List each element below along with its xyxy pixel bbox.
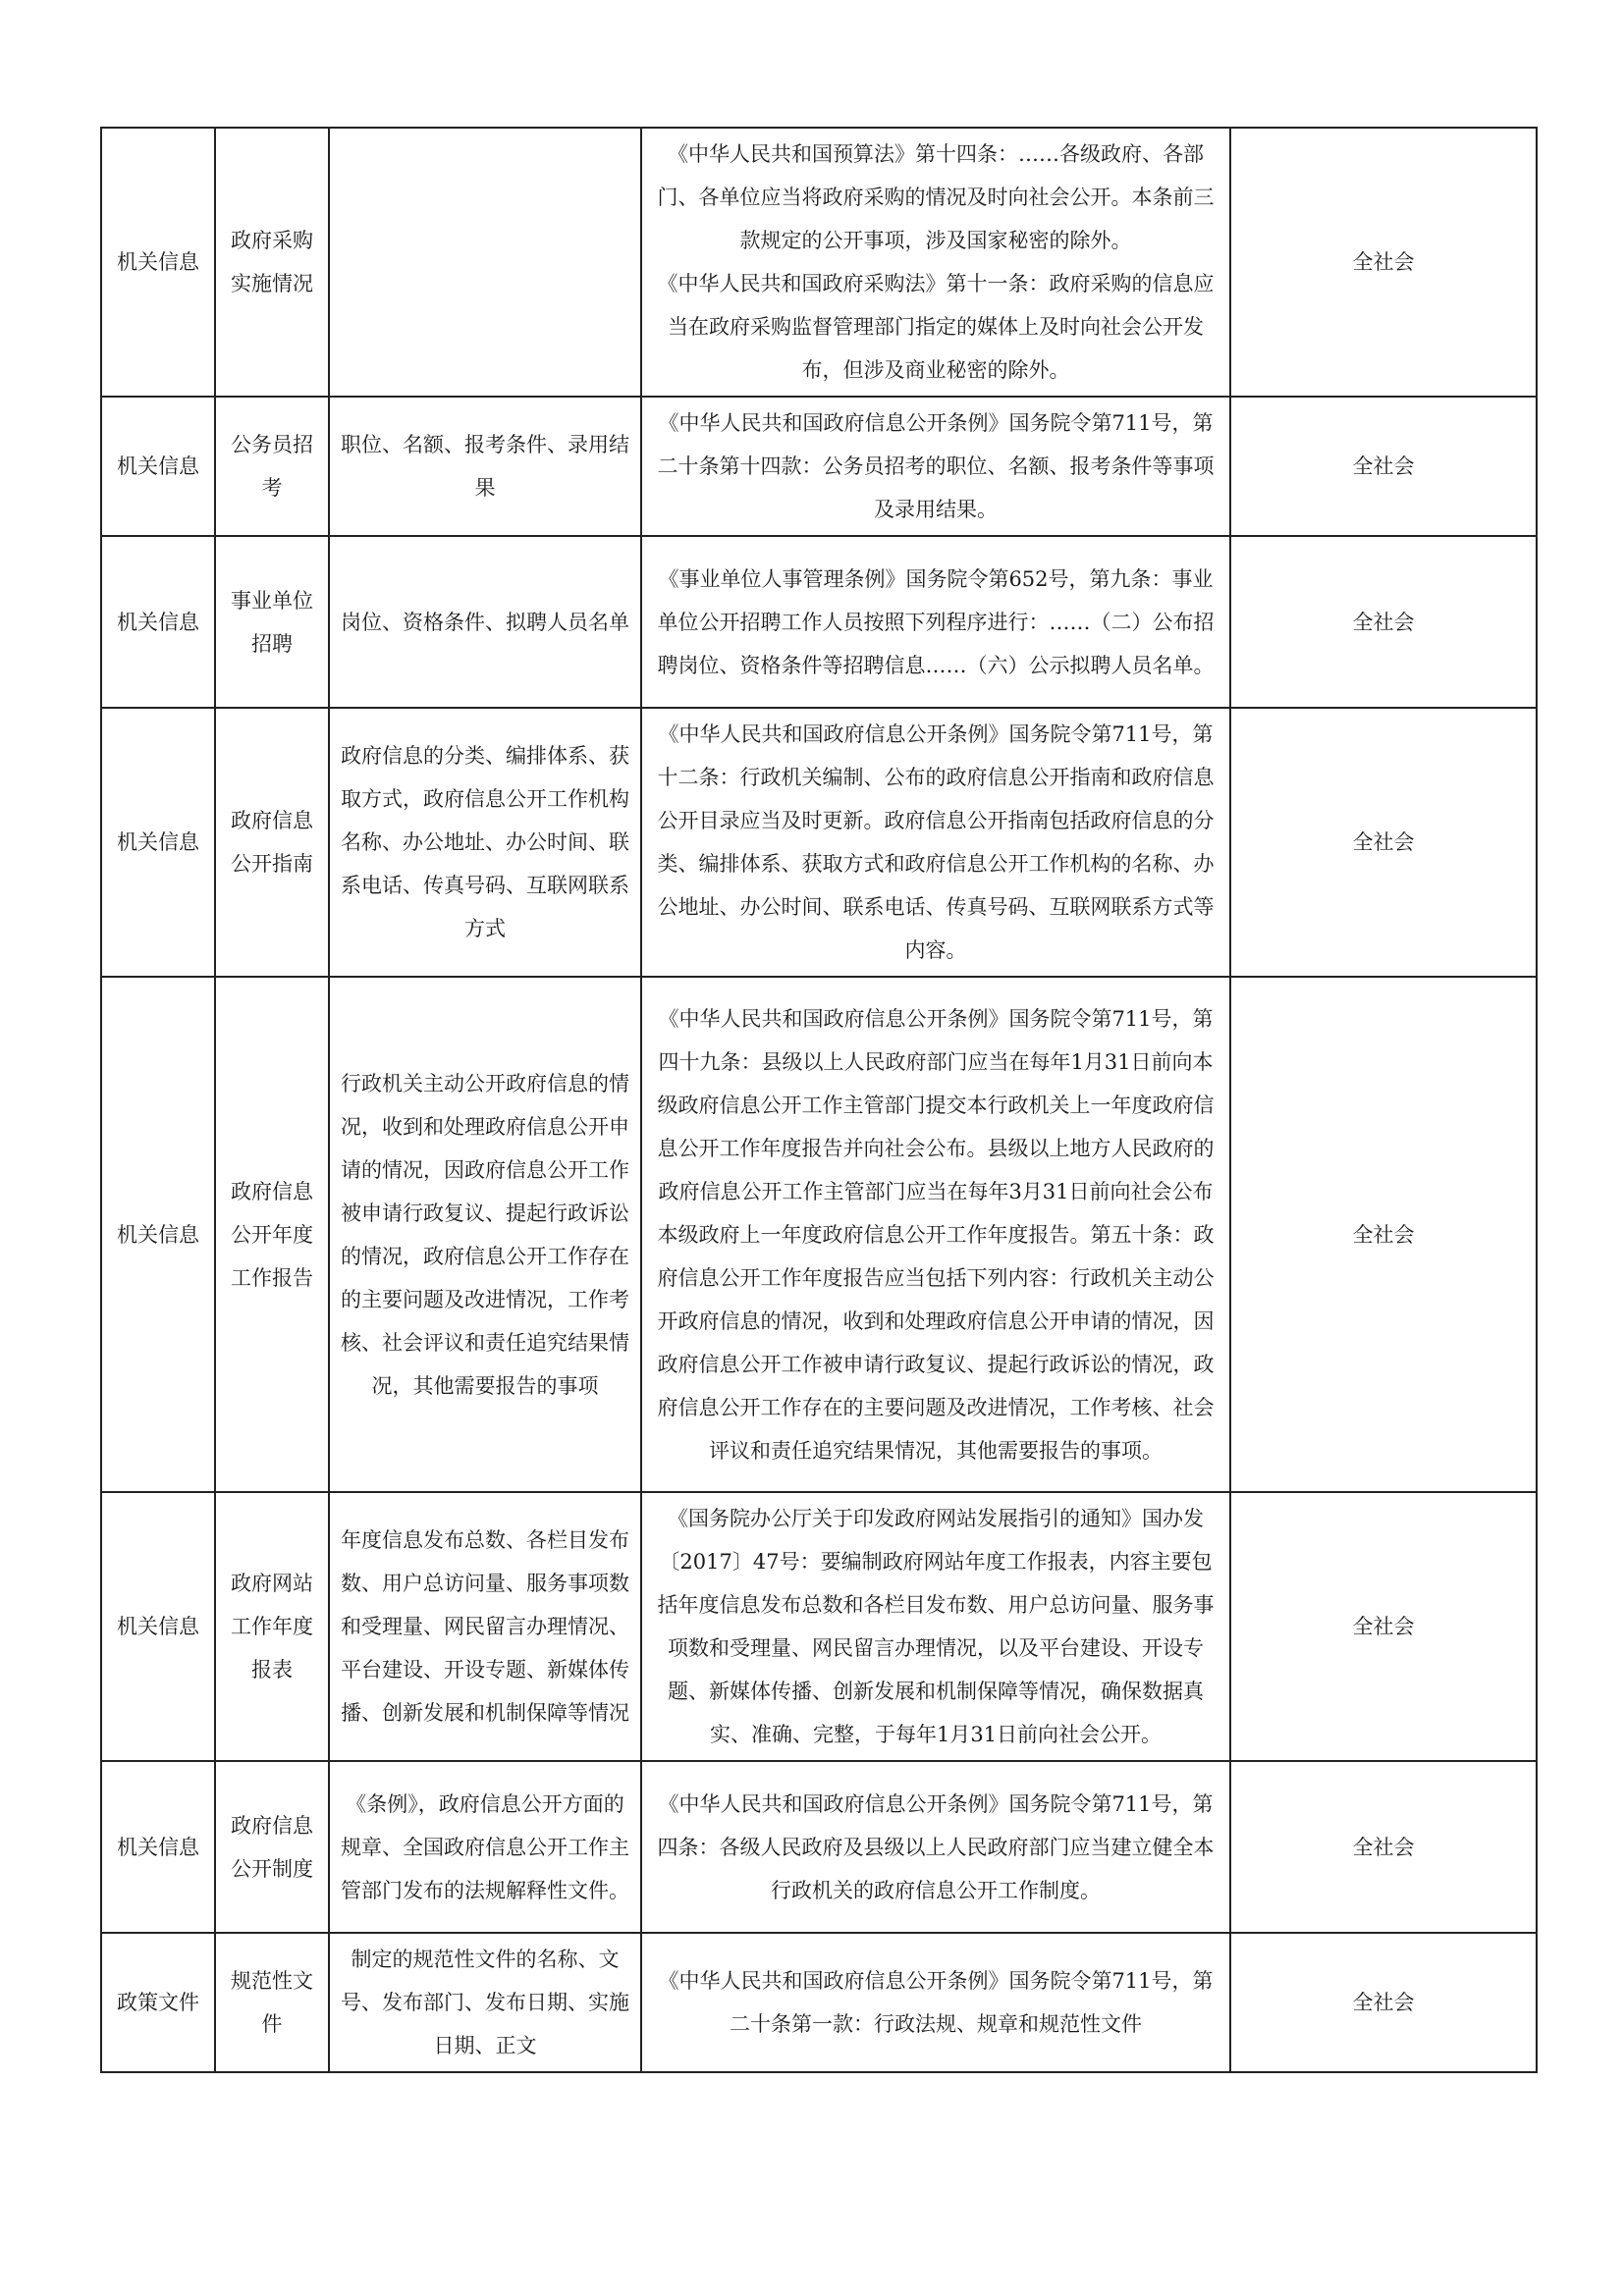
category-cell: 机关信息: [101, 128, 215, 397]
subcategory-cell: 规范性文件: [215, 1933, 329, 2072]
table-row: [101, 536, 1537, 708]
content-cell: 职位、名额、报考条件、录用结果: [329, 397, 641, 536]
subcategory-cell: 公务员招考: [215, 397, 329, 536]
category-cell: 机关信息: [101, 1761, 215, 1933]
subcategory-cell: 政府信息公开年度工作报告: [215, 977, 329, 1492]
legal-basis-text: 《国务院办公厅关于印发政府网站发展指引的通知》国办发〔2017〕47号：要编制政府网站年度工作报表，内容主要包括年度信息发布总数和各栏目发布数、用户总访问量、服务事项数和受理量、网民留言办理情况，以及平台建设、开设专题、新媒体传播、创新发展和机制保障等情况，确保数据真实、准确、完整，于每年1月31日前向社会公开。: [657, 1507, 1215, 1746]
table-row: [101, 708, 1537, 977]
category-cell: 政策文件: [101, 1933, 215, 2072]
scope-cell: 全社会: [1230, 708, 1537, 977]
legal-basis-text: 《中华人民共和国预算法》第十四条：……各级政府、各部门、各单位应当将政府采购的情况及时向社会公开。本条前三款规定的公开事项，涉及国家秘密的除外。: [657, 142, 1215, 252]
category-cell: 机关信息: [101, 1492, 215, 1761]
legal-basis-cell: [641, 1492, 1230, 1761]
legal-basis-cell: [641, 536, 1230, 708]
table-row: [101, 1933, 1537, 2072]
legal-basis-cell: [641, 977, 1230, 1492]
table-row: [101, 1492, 1537, 1761]
scope-cell: 全社会: [1230, 397, 1537, 536]
legal-basis-text: 《中华人民共和国政府信息公开条例》国务院令第711号，第十二条：行政机关编制、公布的政府信息公开指南和政府信息公开目录应当及时更新。政府信息公开指南包括政府信息的分类、编排体系、获取方式和政府信息公开工作机构的名称、办公地址、办公时间、联系电话、传真号码、互联网联系方式等内容。: [657, 722, 1215, 962]
subcategory-cell: 政府网站工作年度报表: [215, 1492, 329, 1761]
table-row: [101, 1761, 1537, 1933]
table-row: [101, 397, 1537, 536]
scope-cell: 全社会: [1230, 1933, 1537, 2072]
scope-cell: 全社会: [1230, 128, 1537, 397]
table-body: [101, 128, 1537, 2072]
legal-basis-text: 《中华人民共和国政府采购法》第十一条：政府采购的信息应当在政府采购监督管理部门指定的媒体上及时向社会公开发布，但涉及商业秘密的除外。: [657, 272, 1215, 382]
table-row: [101, 977, 1537, 1492]
category-cell: 机关信息: [101, 977, 215, 1492]
content-cell: 年度信息发布总数、各栏目发布数、用户总访问量、服务事项数和受理量、网民留言办理情况、平台建设、开设专题、新媒体传播、创新发展和机制保障等情况: [329, 1492, 641, 1761]
category-cell: 机关信息: [101, 708, 215, 977]
scope-cell: 全社会: [1230, 536, 1537, 708]
content-cell: 制定的规范性文件的名称、文号、发布部门、发布日期、实施日期、正文: [329, 1933, 641, 2072]
subcategory-cell: 事业单位招聘: [215, 536, 329, 708]
scope-cell: 全社会: [1230, 977, 1537, 1492]
content-cell: 《条例》，政府信息公开方面的规章、全国政府信息公开工作主管部门发布的法规解释性文件。: [329, 1761, 641, 1933]
legal-basis-cell: [641, 708, 1230, 977]
category-cell: 机关信息: [101, 536, 215, 708]
disclosure-table: [100, 127, 1538, 2073]
legal-basis-text: 《中华人民共和国政府信息公开条例》国务院令第711号，第四条：各级人民政府及县级以上人民政府部门应当建立健全本行政机关的政府信息公开工作制度。: [657, 1791, 1215, 1902]
legal-basis-text: 《事业单位人事管理条例》国务院令第652号，第九条：事业单位公开招聘工作人员按照下列程序进行：……（二）公布招聘岗位、资格条件等招聘信息……（六）公示拟聘人员名单。: [657, 566, 1215, 677]
table-row: [101, 128, 1537, 397]
content-cell: 政府信息的分类、编排体系、获取方式，政府信息公开工作机构名称、办公地址、办公时间、联系电话、传真号码、互联网联系方式: [329, 708, 641, 977]
legal-basis-text: 《中华人民共和国政府信息公开条例》国务院令第711号，第四十九条：县级以上人民政府部门应当在每年1月31日前向本级政府信息公开工作主管部门提交本行政机关上一年度政府信息公开工作年度报告并向社会公布。县级以上地方人民政府的政府信息公开工作主管部门应当在每年3月31日前向社会公布本级政府上一年度政府信息公开工作年度报告。第五十条：政府信息公开工作年度报告应当包括下列内容：行政机关主动公开政府信息的情况，收到和处理政府信息公开申请的情况，因政府信息公开工作被申请行政复议、提起行政诉讼的情况，政府信息公开工作存在的主要问题及改进情况，工作考核、社会评议和责任追究结果情况，其他需要报告的事项。: [657, 1006, 1215, 1463]
subcategory-cell: 政府信息公开指南: [215, 708, 329, 977]
legal-basis-cell: [641, 1761, 1230, 1933]
content-cell: 岗位、资格条件、拟聘人员名单: [329, 536, 641, 708]
content-cell: 行政机关主动公开政府信息的情况，收到和处理政府信息公开申请的情况，因政府信息公开工作被申请行政复议、提起行政诉讼的情况，政府信息公开工作存在的主要问题及改进情况，工作考核、社会评议和责任追究结果情况，其他需要报告的事项: [329, 977, 641, 1492]
legal-basis-cell: [641, 128, 1230, 397]
legal-basis-text: 《中华人民共和国政府信息公开条例》国务院令第711号，第二十条第一款：行政法规、规章和规范性文件: [658, 1969, 1214, 2036]
content-cell: [329, 128, 641, 397]
category-cell: 机关信息: [101, 397, 215, 536]
subcategory-cell: 政府采购实施情况: [215, 128, 329, 397]
scope-cell: 全社会: [1230, 1761, 1537, 1933]
scope-cell: 全社会: [1230, 1492, 1537, 1761]
legal-basis-cell: [641, 1933, 1230, 2072]
legal-basis-text: 《中华人民共和国政府信息公开条例》国务院令第711号，第二十条第十四款：公务员招考的职位、名额、报考条件等事项及录用结果。: [657, 411, 1215, 521]
subcategory-cell: 政府信息公开制度: [215, 1761, 329, 1933]
legal-basis-cell: [641, 397, 1230, 536]
